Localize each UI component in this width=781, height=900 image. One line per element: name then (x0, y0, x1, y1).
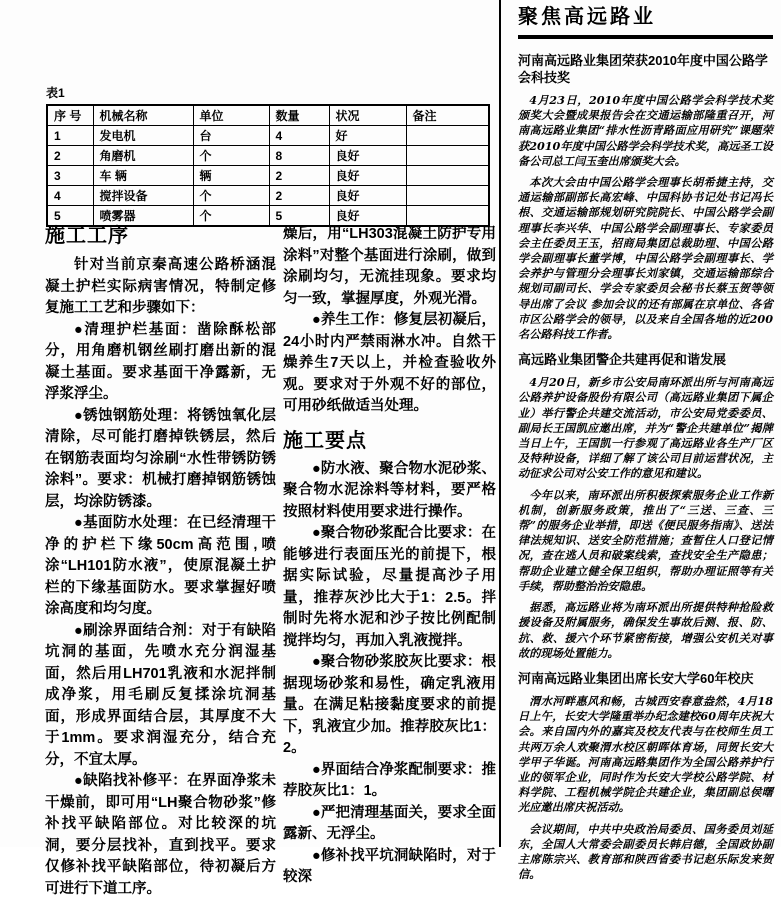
header-rule (518, 35, 773, 39)
article-title: 河南高远路业集团出席长安大学60年校庆 (518, 670, 754, 686)
table-cell: 搅拌设备 (93, 186, 193, 206)
bullet-paragraph: ●防水液、聚合物水泥砂浆、聚合物水泥涂料等材料，要严格按照材料使用要求进行操作。 (283, 460, 496, 520)
table-cell: 个 (193, 146, 269, 166)
bullet-paragraph: ●聚合物砂浆配合比要求：在能够进行表面压光的前提下，根据实际试验，尽量提高沙子用量，推荐灰沙比大于1：2.5。拌制时先将水泥和沙子按比例配制搅拌均匀，再加入乳液搅拌。 (283, 525, 496, 649)
table-cell: 个 (193, 186, 269, 206)
table-row (47, 206, 489, 227)
paragraph: 针对当前京秦高速公路桥涵混凝土护栏实际病害情况，特制定修复施工工艺和步骤如下： (45, 257, 276, 316)
bullet-paragraph: ●界面结合净浆配制要求：推荐胶灰比1：1。 (283, 761, 496, 799)
table-header-cell: 单位 (193, 105, 269, 126)
table-cell: 5 (47, 206, 93, 227)
continuation-paragraph: 燥后，用“LH303混凝土防护专用涂料”对整个基面进行涂刷，做到涂刷均匀，无流挂现象。要求均匀一致，掌握厚度，外观光滑。 (283, 226, 496, 307)
table-cell: 好 (329, 126, 406, 146)
table-cell (406, 146, 489, 166)
construction-points-column (283, 224, 496, 889)
points-heading: 施工要点 (283, 429, 367, 452)
article-paragraph: 4月23日，2010年度中国公路学会科学技术奖颁奖大会暨成果报告会在交通运输部隆重召开，河南高远路业集团“排水性沥青路面应用研究”课题荣获2010年度中国公路学会科学技术奖，高远圣工设备公司总工闫玉奎出席颁奖大会。 (518, 93, 773, 168)
column-divider-rule (499, 0, 501, 847)
article-paragraph: 本次大会由中国公路学会理事长胡希捷主持，交通运输部副部长高宏峰、中国科协书记处书记冯长根、交通运输部规划研究院院长、中国公路学会副理事长李兴华、中国公路学会副理事长、专家委员会主任委员王玉，招商局集团总裁助理、中国公路学会副理事长董学博，中国公路学会副理事长、学会养护与管理分会理事长刘家镇，交通运输部综合规划司副司长、学会专家委员会秘书长蔡玉贺等领导出席了会议 参加会议的还有部属在京单位、各省市区公路学会的领导，以及来自全国各地的近200名公路科技工作者。 (518, 175, 773, 342)
table-cell: 喷雾器 (93, 206, 193, 227)
table-cell: 良好 (329, 206, 406, 227)
news-section-header: 聚焦高远路业 (518, 6, 656, 28)
table-header-cell: 序 号 (47, 105, 93, 126)
article-title: 河南高远路业集团荣获2010年度中国公路学会科技奖 (518, 53, 768, 85)
table-cell: 2 (269, 166, 329, 186)
table-cell: 5 (269, 206, 329, 227)
equipment-table (46, 104, 490, 227)
bullet-paragraph: ●养生工作：修复层初凝后，24小时内严禁雨淋水冲。自然干燥养生7天以上，并检查验收外观。要求对于外观不好的部位，可用砂纸做适当处理。 (283, 312, 496, 414)
bullet-paragraph: ●聚合物砂浆胶灰比要求：根据现场砂浆和易性，确定乳液用量。在满足粘接黏度要求的前提下，乳液宜少加。推荐胶灰比1：2。 (283, 654, 496, 756)
table-cell: 8 (269, 146, 329, 166)
table-cell: 良好 (329, 186, 406, 206)
news-column (518, 5, 773, 888)
table-cell: 辆 (193, 166, 269, 186)
table-cell: 角磨机 (93, 146, 193, 166)
table-row (47, 166, 489, 186)
bullet-paragraph: ●基面防水处理：在已经清理干净的护栏下缘50cm高范围,喷涂“LH101防水液”，使原混凝土护栏的下缘基面防水。要求掌握好喷涂高度和均匀度。 (45, 515, 276, 617)
process-heading: 施工工序 (45, 225, 129, 247)
table-cell: 2 (47, 146, 93, 166)
table-header-cell: 备注 (406, 105, 489, 126)
bullet-paragraph: ●刷涂界面结合剂：对于有缺陷坑洞的基面，先喷水充分润湿基面，然后用LH701乳液和水泥拌制成净浆，用毛刷反复揉涂坑洞基面，形成界面结合层，其厚度不大于1mm。要求润湿充分，结合充分，不宜太厚。 (45, 622, 276, 768)
table-cell: 4 (47, 186, 93, 206)
table-cell: 车 辆 (93, 166, 193, 186)
table-cell: 个 (193, 206, 269, 227)
table-cell: 3 (47, 166, 93, 186)
article-paragraph: 渭水河畔惠风和畅，古城西安春意盎然，4月18日上午，长安大学隆重举办纪念建校60周年庆祝大会。来自国内外的嘉宾及校友代表与在校师生员工共两万余人欢聚渭水校区朝晖体育场，同贺长安大学甲子华诞。河南高远路集团作为全国公路养护行业的领军企业，同时作为长安大学校公路学院、材料学院、工程机械学院企共建企业，集团副总侯曙光应邀出席庆祝活动。 (518, 693, 773, 815)
table-cell (406, 126, 489, 146)
table-cell (406, 166, 489, 186)
equipment-table-block (46, 84, 488, 227)
table-cell: 2 (269, 186, 329, 206)
bullet-paragraph: ●缺陷找补修平：在界面净浆未干燥前，即可用“LH聚合物砂浆”修补找平缺陷部位。对比较深的坑洞，要分层找补，直到找平。要求仅修补找平缺陷部位，待初凝后方可进行下道工序。 (45, 773, 276, 897)
table-cell: 1 (47, 126, 93, 146)
news-article (518, 351, 773, 661)
article-title: 高远路业集团警企共建再促和谐发展 (518, 352, 727, 368)
table-cell: 台 (193, 126, 269, 146)
bullet-paragraph: ●锈蚀钢筋处理：将锈蚀氧化层清除，尽可能打磨掉铁锈层，然后在钢筋表面均匀涂刷“水性带锈防锈涂料”。要求：机械打磨掉钢筋锈蚀层，均涂防锈漆。 (45, 407, 276, 510)
table-cell: 良好 (329, 146, 406, 166)
table-row (47, 126, 489, 146)
article-paragraph: 4月20日，新乡市公安局南环派出所与河南高远公路养护设备股份有限公司（高远路业集团下属企业）举行警企共建交流活动，市公安局党委委员、副局长王国凯应邀出席，并为“警企共建单位”揭牌 当日上午，王国凯一行参观了高远路业各生产厂区及特种设备，详细了解了该公司目前运营状况，主动征求公司对公安工作的意见和建议。 (518, 375, 773, 481)
article-paragraph: 据悉，高远路业将为南环派出所提供特种抢险救援设备及附属服务，确保发生事故后测、报、防、抗、救、援六个环节紧密衔接，增强公安机关对事故的现场处置能力。 (518, 600, 773, 660)
table-cell (406, 206, 489, 227)
table-label: 表1 (46, 86, 65, 100)
table-cell: 发电机 (93, 126, 193, 146)
table-header-cell: 数量 (269, 105, 329, 126)
table-cell: 4 (269, 126, 329, 146)
table-cell: 良好 (329, 166, 406, 186)
article-paragraph: 会议期间，中共中央政治局委员、国务委员刘延东，全国人大常委会副委员长韩启德，全国政协副主席陈宗兴、教育部和陕西省委书记赵乐际发来贺信。 (518, 821, 773, 882)
table-cell (406, 186, 489, 206)
table-header-cell: 状况 (329, 105, 406, 126)
table-header-row (47, 105, 489, 126)
table-header-cell: 机械名称 (93, 105, 193, 126)
construction-process-column (45, 224, 276, 900)
table-row (47, 146, 489, 166)
news-article (518, 670, 773, 882)
bullet-paragraph: ●清理护栏基面：凿除酥松部分，用角磨机钢丝刷打磨出新的混凝土基面。要求基面干净露新，无浮浆浮尘。 (45, 321, 276, 402)
table-row (47, 186, 489, 206)
article-paragraph: 今年以来，南环派出所积极探索服务企业工作新机制，创新服务政策，推出了“三送、三查、三帮”的服务企业举措，即送《便民服务指南》、送法律法规知识、送安全防范措施；查暂住人口登记情况，查在逃人员和破案线索，查找安全生产隐患；帮助企业建立健全保卫组织，帮助办理证照等有关手续，帮助整治治安隐患。 (518, 487, 773, 593)
news-article (518, 52, 773, 342)
bullet-paragraph: ●修补找平坑洞缺陷时，对于较深 (283, 847, 496, 885)
bullet-paragraph: ●严把清理基面关，要求全面露新、无浮尘。 (283, 804, 496, 842)
